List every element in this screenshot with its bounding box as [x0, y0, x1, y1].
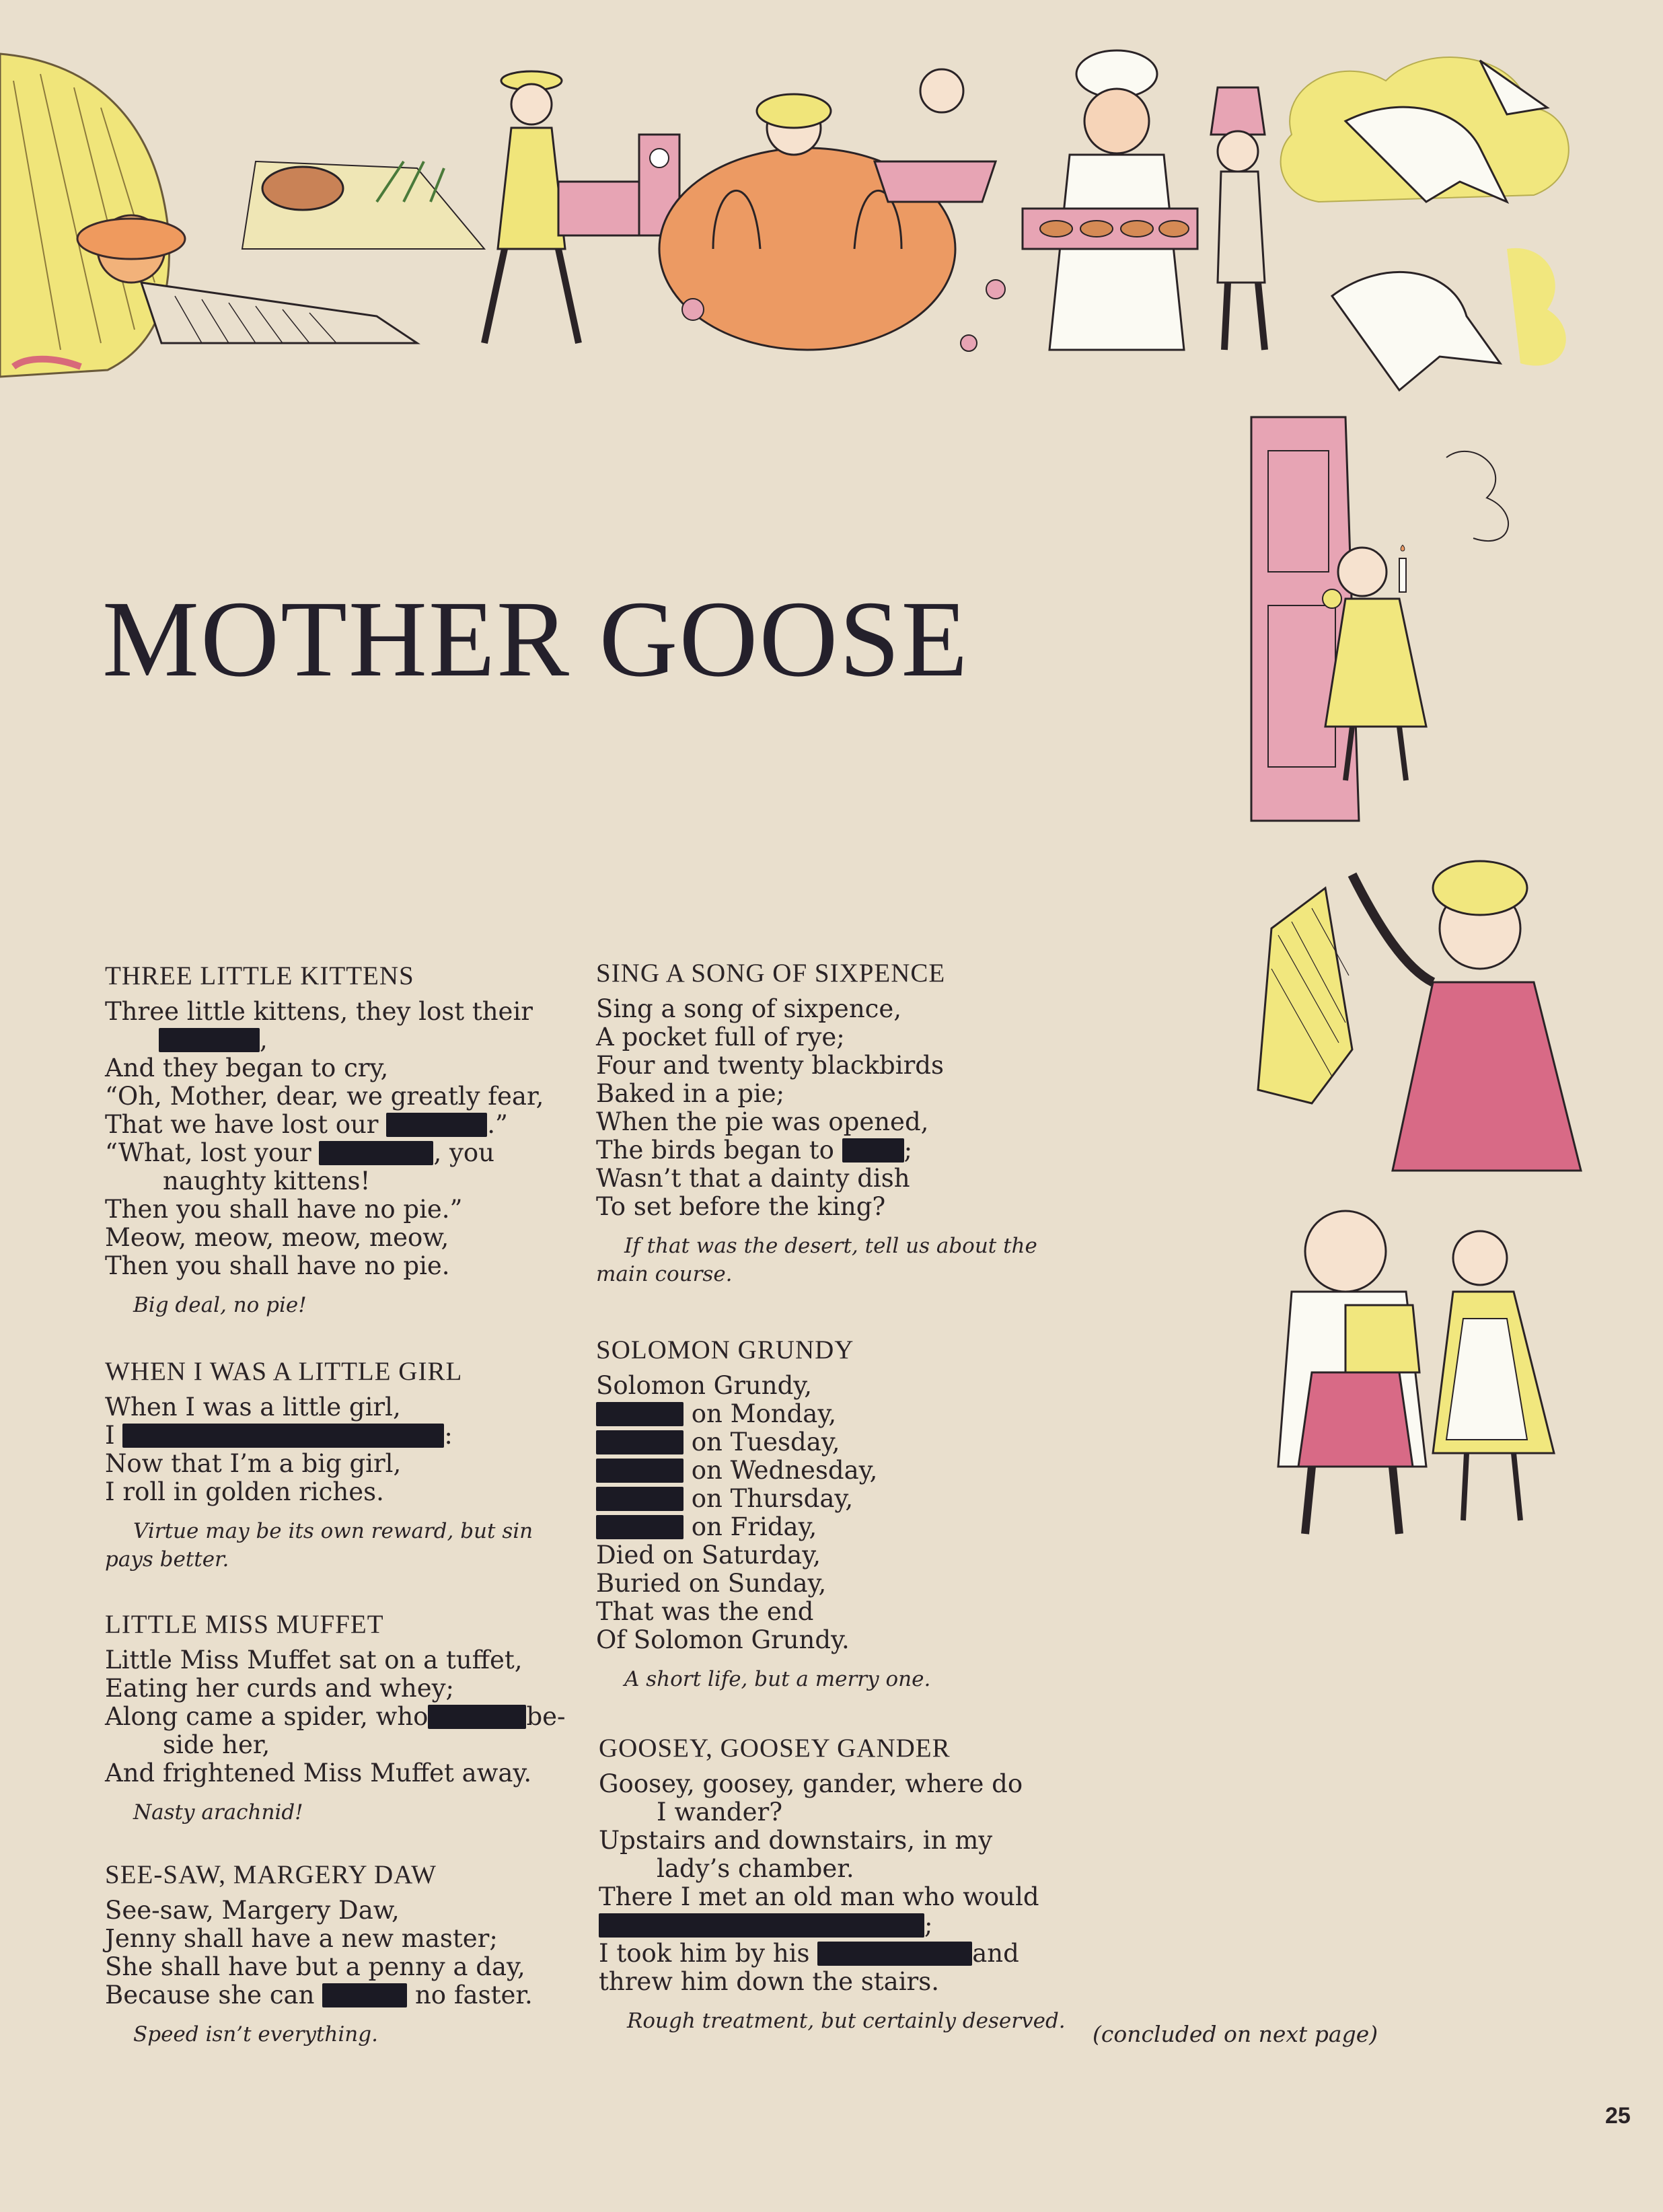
poem-line: lady’s chamber.	[657, 1854, 854, 1883]
poem-line: Goosey, goosey, gander, where do	[599, 1769, 1023, 1798]
poem-line: Of Solomon Grundy.	[596, 1625, 850, 1654]
poem-heading: SING A SONG OF SIXPENCE	[596, 959, 946, 988]
poem-line: Upstairs and downstairs, in my	[599, 1826, 993, 1855]
poem-text: The birds began to	[596, 1136, 842, 1165]
poem-commentary: Speed isn’t everything.	[133, 2022, 378, 2047]
poem-line: A pocket full of rye;	[596, 1023, 845, 1052]
poem-heading: THREE LITTLE KITTENS	[105, 961, 414, 990]
poem-text: no faster.	[407, 1981, 533, 2010]
poem-line: Little Miss Muffet sat on a tuffet,	[105, 1646, 523, 1674]
poem-text: “What, lost your	[105, 1138, 320, 1167]
poem-line: Then you shall have no pie.”	[105, 1195, 463, 1224]
redaction-bar	[842, 1138, 904, 1163]
poem-line: Baked in a pie;	[596, 1079, 785, 1108]
poem-line	[596, 1485, 1060, 1513]
poem-text: and	[972, 1939, 1019, 1968]
poem-text: Along came a spider, who	[105, 1702, 429, 1731]
poem-text: ,	[260, 1025, 268, 1054]
poem-line: Died on Saturday,	[596, 1541, 821, 1570]
poem-text: :	[444, 1421, 453, 1450]
poem-text: .”	[487, 1110, 508, 1139]
poem-line: And they began to cry,	[105, 1054, 389, 1082]
poem-line: side her,	[163, 1730, 270, 1759]
redaction-bar	[599, 1913, 924, 1938]
poem-heading: WHEN I WAS A LITTLE GIRL	[105, 1357, 463, 1386]
redaction-bar	[596, 1459, 683, 1483]
poem-text: ;	[903, 1136, 913, 1165]
poem-heading: GOOSEY, GOOSEY GANDER	[599, 1734, 951, 1763]
poem-commentary: A short life, but a merry one.	[624, 1667, 931, 1691]
poem-line: Meow, meow, meow, meow,	[105, 1223, 449, 1252]
poem-line	[599, 1940, 1063, 1968]
poem-text: Because she can	[105, 1981, 323, 2010]
poem-text: on Thursday,	[683, 1484, 854, 1513]
poem-line	[105, 1422, 569, 1450]
page-title: MOTHER GOOSE	[102, 579, 969, 700]
poem-line: Sing a song of sixpence,	[596, 994, 902, 1023]
poem-heading: SEE-SAW, MARGERY DAW	[105, 1860, 437, 1889]
page-number: 25	[1605, 2103, 1631, 2129]
poem-line: naughty kittens!	[163, 1167, 371, 1195]
poem-commentary: pays better.	[105, 1547, 229, 1572]
redaction-bar	[596, 1515, 683, 1539]
poem-sing-a-song-of-sixpence	[596, 958, 1060, 1290]
poem-line	[105, 1139, 569, 1167]
redaction-bar	[122, 1424, 444, 1448]
continued-note: (concluded on next page)	[1093, 2021, 1378, 2047]
poem-text: on Tuesday,	[683, 1428, 840, 1457]
poem-commentary: main course.	[596, 1262, 733, 1286]
poem-line: “Oh, Mother, dear, we greatly fear,	[105, 1082, 544, 1111]
poem-heading: LITTLE MISS MUFFET	[105, 1610, 384, 1639]
poem-line	[596, 1457, 1060, 1485]
poem-little-miss-muffet	[105, 1609, 569, 1828]
poem-line: Buried on Sunday,	[596, 1569, 827, 1598]
poem-text: I took him by his	[599, 1939, 818, 1968]
poem-heading: SOLOMON GRUNDY	[596, 1335, 854, 1364]
poem-line	[596, 1400, 1060, 1428]
poem-line: She shall have but a penny a day,	[105, 1952, 525, 1981]
poem-commentary: If that was the desert, tell us about the	[624, 1234, 1037, 1258]
poem-line: Four and twenty blackbirds	[596, 1051, 944, 1080]
poem-line	[596, 1513, 1060, 1541]
poem-text: ;	[924, 1911, 933, 1940]
poem-line	[105, 1981, 569, 2010]
poem-text: That we have lost our	[105, 1110, 387, 1139]
poem-commentary: Nasty arachnid!	[133, 1800, 303, 1824]
poem-line: And frightened Miss Muffet away.	[105, 1759, 532, 1787]
poem-line	[596, 1136, 1060, 1165]
illustrated-border-top	[0, 27, 1663, 404]
poem-line: See-saw, Margery Daw,	[105, 1896, 400, 1925]
redaction-bar	[596, 1487, 683, 1511]
redaction-bar	[159, 1028, 260, 1052]
poem-solomon-grundy	[596, 1335, 1060, 1695]
poem-line	[105, 1111, 569, 1139]
illustrated-border-side	[1231, 377, 1663, 1722]
poem-text: be-	[526, 1702, 566, 1731]
poem-see-saw-margery-daw	[105, 1859, 569, 2050]
redaction-bar	[596, 1430, 683, 1454]
poem-line: Solomon Grundy,	[596, 1371, 813, 1400]
poem-line: threw him down the stairs.	[599, 1967, 939, 1996]
poem-three-little-kittens	[105, 961, 569, 1321]
poem-line	[596, 1428, 1060, 1457]
redaction-bar	[322, 1983, 407, 2007]
poem-line: That was the end	[596, 1597, 814, 1626]
poem-line: Then you shall have no pie.	[105, 1251, 450, 1280]
poem-text: I	[105, 1421, 123, 1450]
redaction-bar	[596, 1402, 683, 1426]
poem-text: on Monday,	[683, 1399, 837, 1428]
poem-line: I roll in golden riches.	[105, 1477, 384, 1506]
poem-line	[599, 1911, 1063, 1940]
poem-line: Now that I’m a big girl,	[105, 1449, 402, 1478]
poem-commentary: Big deal, no pie!	[133, 1293, 307, 1317]
poem-line: Three little kittens, they lost their	[105, 997, 533, 1026]
poem-line	[105, 1703, 569, 1731]
redaction-bar	[319, 1141, 433, 1165]
poem-goosey-goosey-gander	[599, 1733, 1066, 2036]
poem-commentary: Virtue may be its own reward, but sin	[133, 1519, 533, 1543]
redaction-bar	[428, 1705, 526, 1729]
poem-text: on Wednesday,	[683, 1456, 878, 1485]
poem-line: I wander?	[657, 1798, 783, 1827]
poem-line	[105, 1026, 569, 1054]
poem-line: There I met an old man who would	[599, 1882, 1039, 1911]
poem-line: When I was a little girl,	[105, 1393, 401, 1422]
poem-text: on Friday,	[683, 1512, 817, 1541]
poem-line: When the pie was opened,	[596, 1107, 929, 1136]
poem-line: To set before the king?	[596, 1192, 886, 1221]
redaction-bar	[386, 1113, 487, 1137]
poem-when-i-was-a-little-girl	[105, 1356, 569, 1575]
poem-commentary: Rough treatment, but certainly deserved.	[627, 2009, 1066, 2033]
poem-text: , you	[433, 1138, 494, 1167]
redaction-bar	[817, 1942, 972, 1966]
poem-line: Wasn’t that a dainty dish	[596, 1164, 910, 1193]
poem-line: Jenny shall have a new master;	[105, 1924, 498, 1953]
poem-line: Eating her curds and whey;	[105, 1674, 454, 1703]
